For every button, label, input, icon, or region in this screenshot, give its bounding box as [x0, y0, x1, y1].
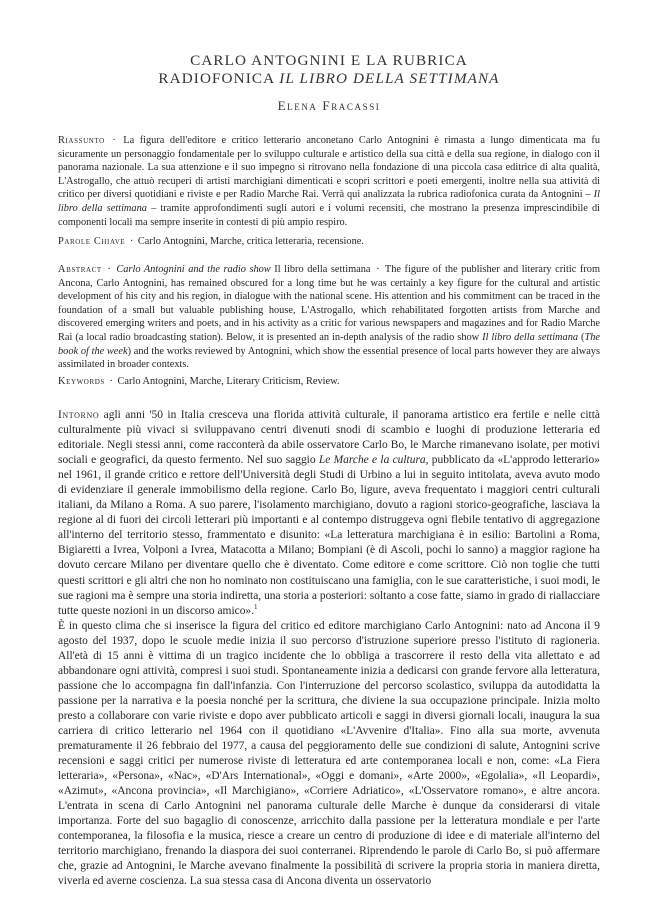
parole-chiave-text: Carlo Antognini, Marche, critica letteraria, recensione. — [137, 236, 364, 247]
abstract-block: Abstract · Carlo Antognini and the radio show Il libro della settimana · The figure of the publisher and literary critic from Ancona, Carlo Antognini, has remained obscured for a long time but he was certainly a key figure for the cultural and artistic development of his city and his region, in dialogue with the national scene. His attention and his commitment can be traced in the foundation of a small but valuable publishing house, L'Astrogallo, which rehabilitated forgotten artists from Marche and discovered emerging writers and poets, and in his activity as a critic for various newspapers and magazines and for Radio Marche Rai (a local radio broadcasting station). Below, it is presented an in-depth analysis of the radio show Il libro della settimana (The book of the week) and the works reviewed by Antognini, which show the essential presence of local parts however they are always assimilated in broader contexts. — [58, 264, 601, 371]
paragraph-lead: Intorno — [58, 409, 100, 421]
article-title — [58, 52, 600, 88]
title-italic: IL LIBRO DELLA SETTIMANA — [279, 70, 500, 87]
keywords-text: Carlo Antognini, Marche, Literary Criticism, Review. — [117, 376, 340, 387]
title-line-1: CARLO ANTOGNINI E LA RUBRICA — [190, 52, 468, 69]
riassunto-text: La figura dell'editore e critico letterario anconetano Carlo Antognini è rimasta a lungo dimenticata ma fu sicuramente un personaggio fondamentale per lo sviluppo culturale e artistico della sua città e della sua regione, in dialogo con il panorama nazionale. La sua attenzione e il suo impegno si ritrovano nella fondazione di una piccola casa editrice di alta qualità, L'Astrogallo, che attuò recuperi di artisti marchigiani dimenticati e scoprì scrittori e poeti emergenti, inoltre nella sua attività di critico per diversi quotidiani e riviste e per Radio Marche Rai. Verrà qui analizzata la rubrica radiofonica curata da Antognini – — [58, 135, 601, 201]
article-body — [58, 408, 600, 890]
keywords-label: Keywords — [58, 376, 105, 387]
author-name: Elena Fracassi — [277, 98, 381, 113]
keywords-block: Keywords · Carlo Antognini, Marche, Literary Criticism, Review. — [58, 376, 340, 387]
body-paragraph: Intorno agli anni '50 in Italia cresceva una florida attività culturale, il panorama artistico era fertile e nelle città culturalmente più vivaci si sviluppavano centri divenuti snodi di scambio e luoghi di produzione letteraria ed editoriale. Negli stessi anni, come racconterà da abile osservatore Carlo Bo, le Marche rimanevano isolate, per motivi sociali e geografici, da questo fermento. Nel suo saggio Le Marche e la cultura, pubblicato da «L'approdo letterario» nel 1961, il grande critico e rettore dell'Università degli Studi di Urbino a lui in seguito intitolata, aveva avuto modo di evidenziare il generale immobilismo della regione. Carlo Bo, ligure, aveva frequentato i maggiori centri culturali italiani, da Milano a Roma. A suo parere, l'isolamento marchigiano, dovuto a ragioni storico-geografiche, lasciava la regione al di fuori dei circoli letterari più importanti e al contempo distruggeva ogni flebile tentativo di aggregazione all'interno del territorio stesso, frammentato e disunito: «La letteratura marchigiana è in esilio: Bartolini a Roma, Bigiaretti a Ivrea, Volponi a Ivrea, Matacotta a Milano; Bompiani (è di Ascoli, pochi lo sanno) a maggior ragione ha dovuto cercare Milano per diventare quello che è diventato. Come editore e come scrittore. Ciò non toglie che tutti questi scrittori e gli altri che non ho nominato non costituiscano una famiglia, con le sue caratteristiche, i suoi modi, le sue ragioni ma è sempre una storia indiretta, una storia a posteriori: soltanto a cose fatte, siamo in grado di riallacciare tutte queste nozioni in un discorso amico».$^1$ — [58, 409, 600, 617]
book-title: Le Marche e la cultura — [318, 454, 426, 467]
abstract-text: The figure of the publisher and literary critic from Ancona, Carlo Antognini, has remained obscured for a long time but he was certainly a key figure for the cultural and artistic development of his city and his region, in dialogue with the national scene. His attention and his commitment can be traced in the foundation of a small but valuable publishing house, L'Astrogallo, which rehabilitated forgotten artists from Marche and discovered emerging writers and poets, and in his activity as a critic for various newspapers and magazines and for Radio Marche Rai (a local radio broadcasting station). Below, it is presented an in-depth analysis of the radio show — [58, 264, 601, 343]
parole-chiave-label: Parole Chiave — [58, 236, 126, 247]
abstract-title: Carlo Antognini and the radio show — [116, 264, 271, 275]
body-paragraph: È in questo clima che si inserisce la figura del critico ed editore marchigiano Carlo Antognini: nato ad Ancona il 9 agosto del 1937, dopo le scuole medie inizia il suo percorso d'istruzione superiore presso l'istituto di ragioneria. All'età di 15 anni è vittima di un tragico incidente che lo obbliga a trascorrere il resto della vita allettato e ad abbandonare ogni attività, compresi i suoi studi. Spontaneamente inizia a dedicarsi con grande fervore alla letteratura, passione che lo accompagna fin dall'infanzia. Con l'interruzione del percorso scolastico, sviluppa da autodidatta la passione per la narrativa e la poesia nonché per la scrittura, che diviene la sua occupazione principale. Inizia molto presto a collaborare con varie riviste e dopo aver pubblicato articoli e saggi in diversi giornali locali, inaugura la sua carriera di critico letterario nel 1964 con il quotidiano «L'Avvenire d'Italia». Fino alla sua morte, avvenuta prematuramente il 26 febbraio del 1977, a causa del peggioramento delle sue condizioni di salute, Antognini scrive recensioni e saggi critici per numerose riviste di letteratura ed arte contemporanea locali e non, come: «La Fiera letteraria», «Persona», «Nac», «D'Ars International», «Oggi e domani», «Arte 2000», «Egolalia», «Il Leopardi», «Azimut», «Ancona provincia», «Il Marchigiano», «Corriere Adriatico», «L'Osservatore romano», e altre ancora. L'entrata in scena di Carlo Antognini nel panorama culturale delle Marche è dunque da considerarsi di vitale importanza. Forte del suo bagaglio di conoscenze, arricchito dalla passione per la letteratura mondiale e per l'arte contemporanea, la filosofia e la musica, riesce a creare un centro di produzione di idee e di materiale all'interno del territorio marchigiano, frenando la diaspora dei suoi conterranei. Riprendendo le parole di Carlo Bo, si può affermare che, grazie ad Antognini, le Marche avevano finalmente la possibilità di scrivere la propria storia in maniera diretta, viverla ed averne coscienza. La sua stessa casa di Ancona diventa un osservatorio — [58, 619, 600, 888]
riassunto-label: Riassunto — [58, 135, 105, 146]
title-line-2: RADIOFONICA IL LIBRO DELLA SETTIMANA — [158, 70, 500, 87]
parole-chiave-block: Parole Chiave · Carlo Antognini, Marche, critica letteraria, recensione. — [58, 236, 364, 247]
riassunto-block: Riassunto · La figura dell'editore e critico letterario anconetano Carlo Antognini è rimasta a lungo dimenticata ma fu sicuramente un personaggio fondamentale per lo sviluppo culturale e artistico della sua città e della sua regione, in dialogo con il panorama nazionale. La sua attenzione e il suo impegno si ritrovano nella fondazione di una piccola casa editrice di alta qualità, L'Astrogallo, che attuò recuperi di artisti marchigiani dimenticati e scoprì scrittori e poeti emergenti, inoltre nella sua attività di critico per diversi quotidiani e riviste e per Radio Marche Rai. Verrà qui analizzata la rubrica radiofonica curata da Antognini – Il libro della settimana – tramite approfondimenti sugli autori e i volumi recensiti, che mostrano la presenza imprescindibile di componenti locali ma sempre inserite in contesti di più ampio respiro. — [58, 135, 601, 228]
abstract-label: Abstract — [58, 264, 102, 275]
footnote-marker: 1 — [254, 602, 258, 611]
